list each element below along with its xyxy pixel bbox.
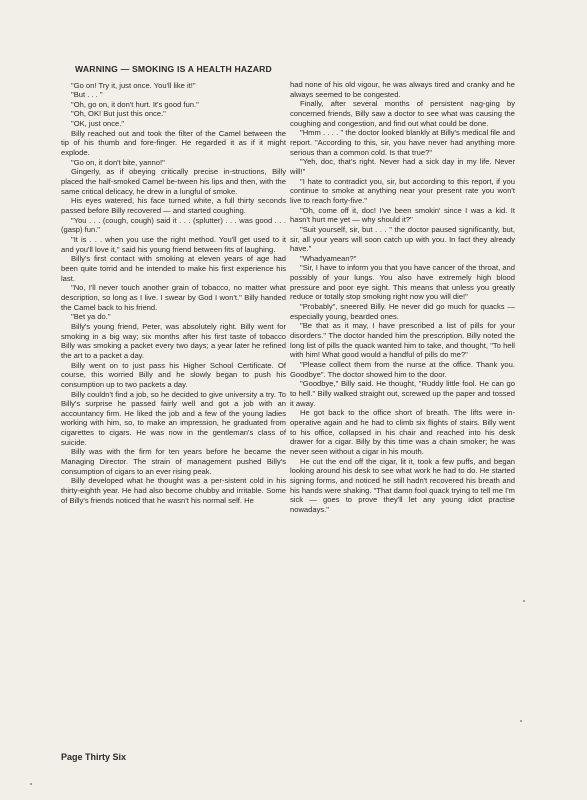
- paragraph: "Oh, come off it, doc! I've been smokin' since I was a kid. It hasn't hurt me yet — why should it?": [290, 205, 515, 225]
- paragraph: Billy was with the firm for ten years before he became the Managing Director. The strain of management pushed Billy's consumption of cigars to an ever rising peak.: [61, 447, 286, 476]
- paragraph: "Yeh, doc, that's right. Never had a sick day in my life. Never will!": [290, 157, 515, 176]
- paragraph: "You . . . (cough, cough) said it . . . (splutter) . . . was good . . . (gasp) fun.": [61, 215, 286, 235]
- paragraph: Billy went on to just pass his Higher School Certificate. Of course, this worried Billy and he slowly began to push his consumption up to two packets a day.: [61, 360, 286, 389]
- left-paragraphs: [61, 81, 286, 506]
- paragraph: "Whadyamean?": [300, 253, 357, 263]
- scan-speck: [520, 720, 522, 722]
- right-paragraphs: [290, 80, 515, 515]
- paragraph: "But . . . ": [71, 90, 103, 100]
- page-number: Page Thirty Six: [61, 752, 127, 762]
- right-column: [290, 80, 515, 515]
- paragraph: "Sir, I have to inform you that you have cancer of the throat, and possibly of your lungs. You also have extremely high blood pressure and poor eye sight. This means that unless you greatly reduce or totally stop smoking right now you will die!": [290, 263, 515, 302]
- paragraph: "Probably", sneered Billy. He never did go much for quacks — especially young, bearded ones.: [290, 302, 515, 321]
- paragraph: He cut the end off the cigar, lit it, took a few puffs, and began looking around his desk to see what work he had to do. He started signing forms, and noticed he still hadn't recovered his breath and his hands were shaking. "That damn fool quack trying to tell me I'm sick — goes to prove they'll let any young idiot practise nowadays.": [290, 456, 515, 514]
- paragraph: Billy reached out and took the filter of the Camel between the tip of his thumb and fore-finger. He regarded it as if it might explode.: [61, 128, 286, 158]
- paragraph: "Goodbye," Billy said. He thought, "Ruddy little fool. He can go to hell." Billy walked straight out, screwed up the paper and tossed it away.: [290, 379, 515, 408]
- scan-speck: [30, 783, 32, 785]
- paragraph: Billy couldn't find a job, so he decided to give university a try. To Billy's surprise he passed fairly well and got a job with an accountancy firm. He liked the job and a few of the young ladies working with him, so, to make an impression, he graduated from cigarettes to cigars. He was now in the gentleman's class of suicide.: [61, 389, 286, 447]
- paragraph: He got back to the office short of breath. The lifts were in-operative again and he had to climb six flights of stairs. Billy went to his office, collapsed in his chair and reached into his desk drawer for a cigar. Billy by this time was a chain smoker; he was never seen without a cigar in his mouth.: [290, 408, 515, 456]
- paragraph: "Go on! Try it, just once. You'll like it!": [71, 80, 196, 90]
- article-title: WARNING — SMOKING IS A HEALTH HAZARD: [75, 64, 272, 74]
- paragraph: His eyes watered, his face turned white, a full thirty seconds passed before Billy recovered — and started coughing.: [61, 196, 286, 216]
- paragraph: "Please collect them from the nurse at the office. Thank you. Goodbye". The doctor showed him to the door.: [290, 360, 515, 379]
- paragraph: "Be that as it may, I have prescribed a list of pills for your disorders." The doctor handed him the prescription. Billy noted the long list of pills the quack wanted him to take, and thought, "To hell with him! What good would a handful of pills do me?": [290, 321, 515, 360]
- paragraph: "OK, just once.": [71, 119, 125, 129]
- paragraph: "Oh, OK! But just this once.": [71, 109, 166, 119]
- paragraph: Gingerly, as if obeying critically precise in-structions, Billy placed the half-smoked Camel be-tween his lips and then, with the same critical delicacy, he drew in a lungful of smoke.: [61, 167, 286, 196]
- paragraph: Finally, after several months of persistent nag-ging by concerned friends, Billy saw a doctor to see what was causing the coughing and congestion, and find out what could be done.: [290, 99, 515, 128]
- paragraph: Billy developed what he thought was a per-sistent cold in his thirty-eighth year. He had also become chubby and irritable. Some of Billy's friends noticed that he wasn't his normal self. He: [61, 476, 286, 505]
- paragraph: "I hate to contradict you, sir, but according to this report, if you continue to smoke at anything near your present rate you won't live to reach forty-five.": [290, 176, 515, 205]
- scan-speck: [523, 600, 525, 602]
- paragraph: "Bet ya do.": [71, 312, 111, 322]
- left-column: [61, 64, 286, 505]
- paragraph: "Go on, it don't bite, yanno!": [71, 157, 165, 167]
- paragraph: "It is . . . when you use the right method. You'll get used to it and you'll love it," said his young friend between fits of laughing.: [61, 235, 286, 254]
- paragraph: had none of his old vigour, he was always tired and cranky and he always seemed to be congested.: [290, 80, 515, 99]
- paragraph: Billy's first contact with smoking at eleven years of age had been quite torrid and he intended to make his first experience his last.: [61, 254, 286, 283]
- paragraph: "No, I'll never touch another grain of tobacco, no matter what description, so long as I live. I swear by God I won't." Billy handed the Camel back to his friend.: [61, 283, 286, 312]
- paragraph: "Oh, go on, it don't hurt. It's good fun.": [71, 99, 199, 109]
- paragraph: "Suit yourself, sir, but . . . " the doctor paused significantly, but, sir, all your years will soon catch up with you. In fact they already have.": [290, 224, 515, 254]
- paragraph: Billy's young friend, Peter, was absolutely right. Billy went for smoking in a big way; six months after his first taste of tobacco Billy was smoking a packet every two days; a year later he refined the art to a packet a day.: [61, 321, 286, 360]
- paragraph: "Hmm . . . . " the doctor looked blankly at Billy's medical file and report. "According to this, sir, you have never had anything more serious than a common cold. Is that true?": [290, 128, 515, 157]
